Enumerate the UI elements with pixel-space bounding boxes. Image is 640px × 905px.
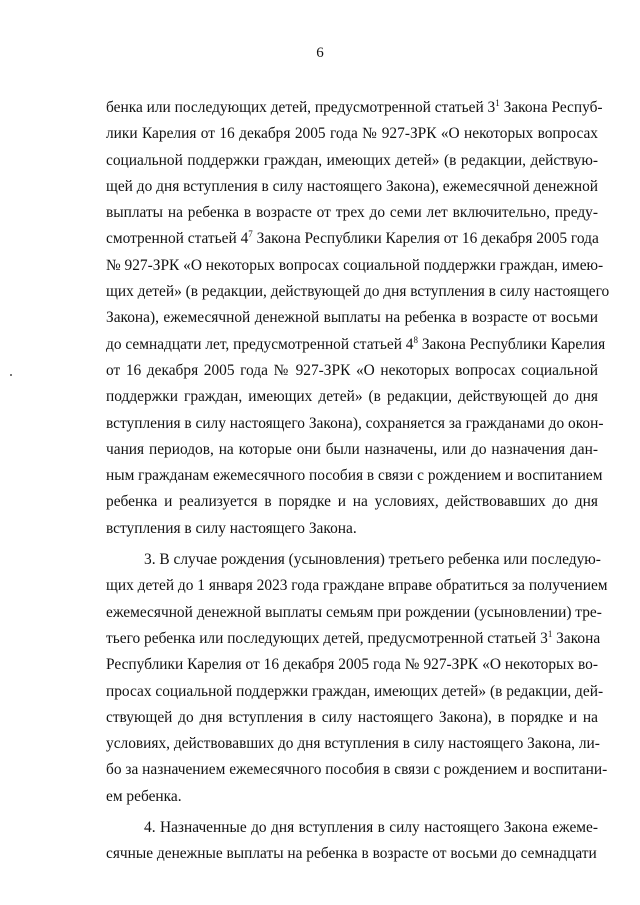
page-number: 6 [316, 45, 324, 61]
line-text: ежемесячной денежной выплаты семьям при рождении (усыновлении) тре- [106, 603, 602, 621]
paragraph [106, 95, 610, 542]
text-line [106, 174, 598, 200]
line-text: № 927-ЗРК «О некоторых вопросах социальной поддержки граждан, имею- [106, 256, 604, 274]
paragraph [106, 815, 598, 868]
text-line [106, 279, 610, 305]
text-line [106, 573, 608, 599]
text-line [106, 253, 604, 279]
text-line [106, 784, 598, 810]
line-text: Республики Карелия от 16 декабря 2005 года № 927-ЗРК «О некоторых во- [106, 656, 598, 674]
line-text: до семнадцати лет, предусмотренной статьей 4 [106, 335, 414, 353]
paragraph [106, 547, 608, 810]
line-text: вступления в силу настоящего Закона. [106, 519, 357, 537]
text-line [106, 731, 598, 757]
line-text: тьего ребенка или последующих детей, предусмотренной статьей 3 [106, 629, 548, 647]
line-text: условиях, действовавших до дня вступления в силу настоящего Закона, ли- [106, 735, 600, 753]
text-line [106, 705, 598, 731]
line-text: лики Карелия от 16 декабря 2005 года № 927-ЗРК «О некоторых вопросах [106, 125, 598, 143]
superscript-article-number: 1 [547, 628, 553, 639]
text-line [106, 516, 598, 542]
line-text: ным гражданам ежемесячного пособия в связи с рождением и воспитанием [106, 467, 603, 485]
text-line [106, 332, 606, 358]
line-text: ребенка и реализуется в порядке и на условиях, действовавших до дня [106, 493, 598, 511]
line-text: ствующей до дня вступления в силу настоящего Закона), в порядке и на [106, 708, 598, 726]
text-line [106, 437, 598, 463]
line-text: от 16 декабря 2005 года № 927-ЗРК «О некоторых вопросах социальной [106, 361, 598, 379]
line-text: Закона [552, 629, 601, 647]
line-text: Закона), ежемесячной денежной выплаты на ребенка в возрасте от восьми [106, 309, 598, 327]
text-line [106, 358, 598, 384]
line-text: смотренной статьей 4 [106, 230, 249, 248]
scan-speck [10, 374, 12, 376]
superscript-article-number: 8 [413, 334, 418, 345]
line-text: просах социальной поддержки граждан, имеющих детей» (в редакции, дей- [106, 682, 604, 700]
text-line [106, 757, 608, 783]
line-text: щих детей» (в редакции, действующей до дня вступления в силу настоящего [106, 283, 610, 301]
line-text: 4. Назначенные до дня вступления в силу настоящего Закона ежеме- [144, 819, 598, 837]
text-line [106, 489, 598, 515]
text-line [106, 626, 601, 652]
superscript-article-number: 7 [248, 229, 253, 240]
line-text: чания периодов, на которые они были назначены, или до назначения дан- [106, 440, 598, 458]
superscript-article-number: 1 [495, 98, 500, 108]
line-text: выплаты на ребенка в возрасте от трех до семи лет включительно, преду- [106, 204, 598, 222]
line-text: социальной поддержки граждан, имеющих детей» (в редакции, действую- [106, 151, 598, 169]
line-text: Закона Республики Карелия [418, 335, 606, 353]
line-text: бо за назначением ежемесячного пособия в связи с рождением и воспитани- [106, 761, 608, 779]
text-line [106, 815, 598, 841]
line-text: сячные денежные выплаты на ребенка в возрасте от восьми до семнадцати [106, 845, 597, 863]
line-text: щей до дня вступления в силу настоящего Закона), ежемесячной денежной [106, 177, 599, 195]
text-line [106, 600, 602, 626]
text-line [106, 384, 598, 410]
text-line [106, 841, 598, 867]
line-text: поддержки граждан, имеющих детей» (в редакции, действующей до дня [106, 388, 598, 406]
text-line [106, 463, 603, 489]
text-line [106, 547, 601, 573]
text-line [106, 679, 604, 705]
text-line [106, 652, 598, 678]
line-text: 3. В случае рождения (усыновления) третьего ребенка или последую- [144, 551, 601, 569]
text-line [106, 121, 598, 147]
text-line [106, 95, 603, 121]
text-line [106, 226, 598, 252]
text-line [106, 148, 598, 174]
line-text: щих детей до 1 января 2023 года граждане вправе обратиться за получением [106, 577, 608, 595]
document-body [106, 95, 610, 868]
line-text: бенка или последующих детей, предусмотренной статьей 3 [106, 99, 496, 116]
text-line [106, 305, 598, 331]
line-text: Закона Респуб- [499, 99, 603, 116]
text-line [106, 411, 604, 437]
line-text: вступления в силу настоящего Закона), сохраняется за гражданами до окон- [106, 414, 604, 432]
text-line [106, 200, 598, 226]
line-text: ем ребенка. [106, 787, 182, 805]
line-text: Закона Республики Карелия от 16 декабря 2005 года [252, 230, 599, 248]
